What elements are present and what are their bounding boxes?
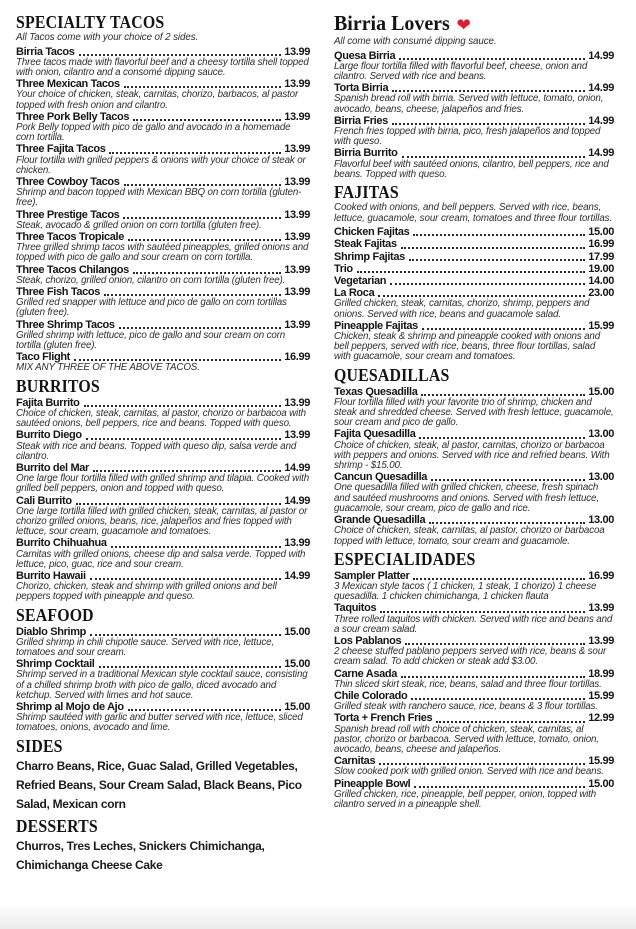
item-row bbox=[334, 238, 614, 250]
item-price: 16.99 bbox=[588, 238, 614, 251]
menu-item bbox=[16, 46, 310, 79]
item-description: Shrimp sautéed with garlic and butter served with rice, lettuce, sliced tomatoes, onions, avocado and lime. bbox=[16, 712, 303, 734]
item-name: La Roca bbox=[334, 287, 375, 300]
menu-item bbox=[334, 778, 614, 811]
dotted-leader bbox=[436, 721, 585, 723]
item-description: Grilled shrimp in chili chipotle sauce. Served with rice, lettuce, tomatoes and sour cream. bbox=[16, 636, 274, 658]
item-name: Texas Quesadilla bbox=[334, 385, 418, 398]
item-description: Flour tortilla with grilled peppers & onions with your choice of steak or chicken. bbox=[16, 154, 306, 176]
item-description: Choice of chicken, steak, carnitas, al pastor, chorizo or barbacoa topped with lettuce, tomato, sour cream and guacamole. bbox=[334, 525, 605, 547]
section-quesadillas bbox=[334, 366, 614, 547]
menu-item bbox=[334, 570, 614, 603]
menu-item bbox=[16, 537, 310, 570]
item-name: Chile Colorado bbox=[334, 689, 408, 702]
item-price: 23.00 bbox=[588, 287, 614, 300]
item-description: One quesadilla filled with grilled chicken, cheese, fresh spinach and sautéed mushrooms and onions. Served with fresh lettuce, guacamole, sour cream, pico de gallo and rice. bbox=[334, 482, 599, 514]
section-title bbox=[16, 817, 275, 835]
dotted-leader bbox=[119, 327, 282, 329]
dotted-leader bbox=[413, 234, 585, 236]
dotted-leader bbox=[378, 295, 585, 297]
item-name: Pineapple Fajitas bbox=[334, 319, 418, 332]
dotted-leader bbox=[86, 438, 281, 440]
item-description: Grilled steak with ranchero sauce, rice, beans & 3 flour tortillas. bbox=[334, 701, 598, 713]
item-price: 14.99 bbox=[588, 114, 614, 127]
item-description: Grilled red snapper with lettuce and pico de gallo on corn tortillas (gluten free). bbox=[16, 297, 287, 319]
dotted-leader bbox=[414, 786, 585, 788]
item-price: 19.00 bbox=[588, 262, 614, 275]
item-description: Choice of chicken, steak, carnitas, al pastor, chorizo or barbacoa with sautéed onions, bell peppers, rice and beans. Topped with queso. bbox=[16, 407, 306, 430]
dotted-leader bbox=[392, 90, 585, 92]
item-name: Quesa Birria bbox=[334, 49, 396, 62]
item-name: Los Pablanos bbox=[334, 634, 402, 647]
menu-column-left bbox=[16, 10, 310, 878]
menu-item bbox=[16, 351, 310, 373]
dotted-leader bbox=[401, 676, 585, 678]
section-title-text: FAJITAS bbox=[334, 182, 399, 203]
dotted-leader bbox=[402, 156, 586, 158]
item-name: Three Mexican Tacos bbox=[16, 78, 120, 91]
section-title bbox=[334, 183, 580, 201]
dotted-leader bbox=[405, 643, 585, 645]
item-name: Fajita Burrito bbox=[16, 396, 80, 409]
section-title bbox=[334, 366, 580, 384]
menu-item bbox=[16, 319, 310, 352]
section-title-text: QUESADILLAS bbox=[334, 364, 450, 385]
section-title-text: DESSERTS bbox=[16, 815, 98, 836]
item-price: 16.99 bbox=[588, 569, 614, 582]
item-name: Three Prestige Tacos bbox=[16, 208, 120, 221]
item-description: 3 Mexican style tacos ( 1 chicken, 1 steak, 1 chorizo) 1 cheese quesadilla. 1 chicken chimichanga, 1 chicken flauta bbox=[334, 580, 597, 603]
item-price: 15.00 bbox=[284, 700, 310, 713]
item-name: Three Tacos Tropicale bbox=[16, 231, 124, 244]
menu-item bbox=[334, 635, 614, 668]
item-description: Large flour tortilla filled with flavorful beef, cheese, onion and cilantro. Served with rice and beans. bbox=[334, 60, 588, 82]
section-sides bbox=[16, 737, 310, 814]
item-price: 16.99 bbox=[284, 351, 310, 364]
menu-item bbox=[16, 264, 310, 286]
menu-item bbox=[334, 602, 614, 635]
item-description: Carnitas with grilled onions, cheese dip and salsa verde. Topped with lettuce, pico, guac, rice and sour cream. bbox=[16, 548, 306, 570]
item-price: 13.00 bbox=[588, 471, 614, 484]
item-description: One large tortilla filled with grilled chicken, steak, carnitas, al pastor or chorizo grilled onions, beans, rice, jalapeños and fries topped with lettuce, sour cream, guacamole and tomatoes. bbox=[16, 505, 308, 538]
menu-item bbox=[16, 495, 310, 538]
item-description: French fries topped with birria, pico, fresh jalapeños and topped with queso. bbox=[334, 126, 601, 148]
section-item-list: Charro Beans, Rice, Guac Salad, Grilled Vegetables, Refried Beans, Sour Cream Salad, Black Beans, Pico Salad, Mexican corn bbox=[16, 758, 302, 811]
item-price: 14.00 bbox=[588, 275, 614, 288]
dotted-leader bbox=[133, 272, 281, 274]
item-description: Slow cooked pork with grilled onion. Served with rice and beans. bbox=[334, 766, 604, 778]
item-row bbox=[334, 712, 614, 724]
menu-item bbox=[334, 690, 614, 712]
dotted-leader bbox=[76, 503, 282, 505]
item-name: Shrimp Fajitas bbox=[334, 250, 405, 263]
menu-item bbox=[16, 570, 310, 603]
item-price: 13.99 bbox=[588, 602, 614, 615]
item-description: Thin sliced skirt steak, rice, beans, salad and three flour tortillas. bbox=[334, 678, 602, 690]
item-price: 13.99 bbox=[284, 396, 310, 409]
item-price: 14.99 bbox=[588, 147, 614, 160]
dotted-leader bbox=[104, 294, 281, 296]
dotted-leader bbox=[380, 611, 585, 613]
section-desserts bbox=[16, 817, 310, 875]
item-price: 13.00 bbox=[588, 514, 614, 527]
item-price: 15.00 bbox=[284, 625, 310, 638]
item-price: 13.99 bbox=[284, 263, 310, 276]
item-row bbox=[16, 209, 310, 221]
dotted-leader bbox=[399, 58, 585, 60]
item-row bbox=[334, 251, 614, 263]
dotted-leader bbox=[123, 217, 281, 219]
item-name: Carnitas bbox=[334, 755, 376, 768]
item-description: Chorizo, chicken, steak and shrimp with grilled onions and bell peppers topped with pineapple and queso. bbox=[16, 581, 277, 603]
section-title-text: SIDES bbox=[16, 735, 63, 756]
item-name: Three Pork Belly Tacos bbox=[16, 110, 130, 123]
item-name: Steak Fajitas bbox=[334, 238, 397, 251]
item-row bbox=[16, 46, 310, 58]
item-row bbox=[334, 428, 614, 440]
dotted-leader bbox=[422, 328, 585, 330]
item-name: Diablo Shrimp bbox=[16, 625, 87, 638]
section-title bbox=[16, 737, 275, 755]
item-description: Pork Belly topped with pico de gallo and avocado in a homemade corn tortilla. bbox=[16, 122, 291, 144]
menu-item bbox=[16, 429, 310, 462]
item-description: MIX ANY THREE OF THE ABOVE TACOS. bbox=[16, 362, 200, 374]
item-name: Burrito del Mar bbox=[16, 461, 89, 474]
item-row bbox=[334, 275, 614, 287]
item-price: 14.99 bbox=[588, 49, 614, 62]
item-price: 13.99 bbox=[588, 634, 614, 647]
item-price: 13.99 bbox=[284, 286, 310, 299]
dotted-leader bbox=[409, 259, 585, 261]
item-name: Shrimp al Mojo de Ajo bbox=[16, 700, 124, 713]
item-name: Chicken Fajitas bbox=[334, 226, 410, 239]
item-row bbox=[16, 537, 310, 549]
item-row bbox=[16, 143, 310, 155]
item-description: Grilled shrimp with lettuce, pico de gallo and sour cream on corn tortilla (gluten free). bbox=[16, 329, 286, 352]
dotted-leader bbox=[128, 239, 281, 241]
menu-item bbox=[334, 471, 614, 514]
dotted-leader bbox=[84, 405, 282, 407]
section-especialidades bbox=[334, 550, 614, 810]
section-intro: Cooked with onions, and bell peppers. Served with rice, beans, lettuce, guacamole, sour cream, tomatoes and three flour tortillas. bbox=[334, 202, 613, 224]
section-title bbox=[334, 13, 600, 35]
menu-columns bbox=[16, 10, 614, 878]
menu-item bbox=[16, 176, 310, 209]
menu-item bbox=[334, 251, 614, 263]
item-description: Shrimp served in a traditional Mexican style cocktail sauce, consisting of a chilled shrimp broth with pico de gallo, diced avocado and ketchup. Served with limes and hot sauce. bbox=[16, 669, 308, 701]
item-description: Spanish bread roll with birria. Served with lettuce, tomato, onion, avocado, beans, cheese, jalapeños and fries. bbox=[334, 93, 604, 115]
item-name: Three Tacos Chilangos bbox=[16, 263, 129, 276]
item-name: Burrito Hawaii bbox=[16, 569, 86, 582]
item-price: 14.99 bbox=[588, 82, 614, 95]
item-description: Flavorful beef with sautéed onions, cilantro, bell peppers, rice and beans. Topped with queso. bbox=[334, 158, 609, 180]
dotted-leader bbox=[124, 86, 281, 88]
dotted-leader bbox=[429, 522, 585, 524]
section-burritos bbox=[16, 377, 310, 603]
menu-item bbox=[334, 147, 614, 180]
item-description: Three grilled shrimp tacos with sautéed pineapples, grilled onions and topped with pico de gallo and sour cream on corn tortilla. bbox=[16, 242, 309, 264]
item-name: Birria Fries bbox=[334, 114, 388, 127]
item-name: Burrito Diego bbox=[16, 429, 82, 442]
menu-column-right bbox=[334, 10, 614, 878]
item-description: Steak, avocado & grilled onion on corn tortilla (gluten free). bbox=[16, 219, 262, 231]
item-name: Cancun Quesadilla bbox=[334, 471, 428, 484]
dotted-leader bbox=[79, 54, 282, 56]
item-description: Shrimp and bacon topped with Mexican BBQ on corn tortilla (gluten-free). bbox=[16, 187, 302, 209]
item-name: Carne Asada bbox=[334, 667, 397, 680]
menu-item bbox=[16, 397, 310, 430]
menu-item bbox=[16, 209, 310, 231]
dotted-leader bbox=[93, 470, 281, 472]
dotted-leader bbox=[74, 359, 281, 361]
item-price: 18.99 bbox=[588, 667, 614, 680]
dotted-leader bbox=[99, 666, 282, 668]
item-description: Choice of chicken, steak, al pastor, carnitas, chorizo or barbacoa with peppers and onions. Served with rice and refried beans. With shrimp - $15.00. bbox=[334, 439, 610, 472]
item-name: Three Shrimp Tacos bbox=[16, 318, 115, 331]
item-row bbox=[334, 226, 614, 238]
item-price: 13.99 bbox=[284, 318, 310, 331]
menu-item bbox=[16, 231, 310, 264]
menu-item bbox=[334, 320, 614, 363]
item-price: 15.99 bbox=[588, 755, 614, 768]
item-row bbox=[334, 263, 614, 275]
item-description: Your choice of chicken, steak, carnitas, chorizo, barbacos, al pastor topped with fresh onion and cilantro. bbox=[16, 89, 299, 111]
dotted-leader bbox=[90, 578, 282, 580]
section-title bbox=[334, 550, 580, 568]
item-name: Pineapple Bowl bbox=[334, 777, 411, 790]
dotted-leader bbox=[90, 634, 281, 636]
dotted-leader bbox=[128, 709, 281, 711]
menu-item bbox=[334, 50, 614, 83]
item-price: 13.99 bbox=[284, 429, 310, 442]
item-price: 13.99 bbox=[284, 110, 310, 123]
item-name: Trio bbox=[334, 262, 353, 275]
item-name: Three Fish Tacos bbox=[16, 286, 101, 299]
item-name: Three Fajita Tacos bbox=[16, 143, 106, 156]
section-title bbox=[16, 377, 275, 395]
section-title-text: Birria Lovers bbox=[334, 11, 450, 35]
item-price: 14.99 bbox=[284, 494, 310, 507]
item-description: Flour tortilla filled with your favorite trio of shrimp, chicken and steak and shredded cheese. Served with fresh lettuce, guacamole, sour cream and pico de gallo. bbox=[334, 396, 614, 429]
item-price: 15.99 bbox=[588, 319, 614, 332]
item-description: Spanish bread roll with choice of chicken, steak, carnitas, al pastor, chorizo or barbacoa. Served with lettuce, tomato, onion, avocado, beans, cheese and jalapeños. bbox=[334, 723, 599, 755]
item-name: Three Cowboy Tacos bbox=[16, 176, 120, 189]
menu-item bbox=[16, 626, 310, 659]
item-price: 13.00 bbox=[588, 428, 614, 441]
section-intro: All Tacos come with your choice of 2 sides. bbox=[16, 32, 199, 43]
item-name: Sampler Platter bbox=[334, 569, 410, 582]
item-name: Shrimp Cocktail bbox=[16, 658, 95, 671]
item-row bbox=[334, 602, 614, 614]
menu-item bbox=[334, 287, 614, 320]
item-price: 13.99 bbox=[284, 208, 310, 221]
dotted-leader bbox=[133, 119, 281, 121]
menu-item bbox=[334, 668, 614, 690]
item-description: Steak, chorizo, grilled onion, cilantro on corn tortilla (gluten free). bbox=[16, 274, 286, 286]
section-title-text: BURRITOS bbox=[16, 375, 100, 396]
dotted-leader bbox=[401, 247, 586, 249]
item-row bbox=[334, 50, 614, 62]
item-description: Steak with rice and beans. Topped with queso dip, salsa verde and cilantro. bbox=[16, 440, 297, 462]
item-name: Grande Quesadilla bbox=[334, 514, 426, 527]
menu-item bbox=[334, 275, 614, 287]
menu-item bbox=[16, 111, 310, 144]
menu-item bbox=[16, 143, 310, 176]
item-row bbox=[334, 778, 614, 790]
item-description: Three rolled taquitos with chicken. Served with rice and beans and a sour cream salad. bbox=[334, 613, 613, 635]
dotted-leader bbox=[124, 184, 282, 186]
menu-item bbox=[334, 263, 614, 275]
item-description: Grilled chicken, steak, carnitas, chorizo, shrimp, peppers and onions. Served with rice, beans and guacamole salad. bbox=[334, 298, 590, 320]
item-name: Torta + French Fries bbox=[334, 712, 433, 725]
section-title bbox=[16, 606, 275, 624]
menu-item bbox=[334, 428, 614, 471]
menu-item bbox=[16, 462, 310, 495]
item-name: Torta Birria bbox=[334, 82, 389, 95]
item-name: Burrito Chihuahua bbox=[16, 537, 107, 550]
dotted-leader bbox=[413, 578, 585, 580]
item-name: Fajita Quesadilla bbox=[334, 428, 416, 441]
item-row bbox=[334, 147, 614, 159]
section-title bbox=[16, 13, 275, 31]
item-description: Three tacos made with flavorful beef and a cheesy tortilla shell topped with onion, cilantro and a consomé dipping sauce. bbox=[16, 56, 309, 78]
item-row bbox=[16, 626, 310, 638]
section-title-text: SEAFOOD bbox=[16, 604, 94, 625]
item-row bbox=[16, 495, 310, 507]
item-price: 13.99 bbox=[284, 143, 310, 156]
item-name: Taquitos bbox=[334, 602, 377, 615]
item-price: 14.99 bbox=[284, 569, 310, 582]
item-description: One large flour tortilla filled with grilled shrimp and tilapia. Cooked with grilled bell peppers, onion and topped with queso. bbox=[16, 473, 309, 495]
section-intro: All come with consumé dipping sauce. bbox=[334, 36, 497, 47]
item-description: 2 cheese stuffed pablano peppers served with rice, beans & sour cream salad. To add chicken or steak add $3.00. bbox=[334, 646, 607, 668]
item-name: Vegetarian bbox=[334, 275, 387, 288]
section-fajitas bbox=[334, 183, 614, 363]
section-birria-lovers bbox=[334, 13, 614, 180]
item-price: 15.00 bbox=[588, 777, 614, 790]
item-price: 15.00 bbox=[588, 385, 614, 398]
item-name: Taco Flight bbox=[16, 351, 70, 364]
item-price: 17.99 bbox=[588, 250, 614, 263]
menu-item bbox=[16, 701, 310, 734]
dotted-leader bbox=[392, 123, 585, 125]
item-price: 13.99 bbox=[284, 45, 310, 58]
item-price: 15.00 bbox=[284, 658, 310, 671]
item-price: 15.00 bbox=[588, 226, 614, 239]
heart-icon: ❤ bbox=[456, 15, 471, 36]
menu-item bbox=[16, 658, 310, 701]
dotted-leader bbox=[390, 283, 585, 285]
item-name: Birria Burrito bbox=[334, 147, 398, 160]
menu-item bbox=[334, 755, 614, 777]
item-price: 15.99 bbox=[588, 689, 614, 702]
section-seafood bbox=[16, 606, 310, 734]
section-item-list: Churros, Tres Leches, Snickers Chimichanga, Chimichanga Cheese Cake bbox=[16, 838, 265, 872]
menu-item bbox=[334, 386, 614, 429]
item-price: 14.99 bbox=[284, 461, 310, 474]
menu-item bbox=[334, 115, 614, 148]
dotted-leader bbox=[109, 152, 281, 154]
item-row bbox=[16, 429, 310, 441]
dotted-leader bbox=[357, 271, 585, 273]
item-price: 13.99 bbox=[284, 78, 310, 91]
menu-item bbox=[16, 286, 310, 319]
item-price: 12.99 bbox=[588, 712, 614, 725]
menu-item bbox=[334, 514, 614, 547]
item-price: 13.99 bbox=[284, 537, 310, 550]
dotted-leader bbox=[419, 437, 585, 439]
menu-item bbox=[334, 712, 614, 755]
menu-item bbox=[334, 82, 614, 115]
item-price: 13.99 bbox=[284, 231, 310, 244]
item-name: Cali Burrito bbox=[16, 494, 72, 507]
menu-item bbox=[334, 226, 614, 238]
menu-item bbox=[334, 238, 614, 250]
section-specialty-tacos bbox=[16, 13, 310, 374]
section-title-text: SPECIALTY TACOS bbox=[16, 12, 165, 32]
menu-item bbox=[16, 78, 310, 111]
dotted-leader bbox=[431, 479, 585, 481]
section-title-text: ESPECIALIDADES bbox=[334, 548, 476, 569]
item-row bbox=[334, 668, 614, 680]
dotted-leader bbox=[379, 763, 585, 765]
item-name: Birria Tacos bbox=[16, 45, 75, 58]
item-description: Chicken, steak & shrimp and pineapple cooked with onions and bell peppers, served with rice, beans, three flour tortillas, salad with guacamole, sour cream and tomatoes. bbox=[334, 331, 601, 363]
item-price: 13.99 bbox=[284, 176, 310, 189]
dotted-leader bbox=[411, 698, 585, 700]
dotted-leader bbox=[111, 546, 282, 548]
item-description: Grilled chicken, rice, pineapple, bell pepper, onion, topped with cilantro served in a pineapple shell. bbox=[334, 788, 597, 810]
dotted-leader bbox=[421, 394, 585, 396]
